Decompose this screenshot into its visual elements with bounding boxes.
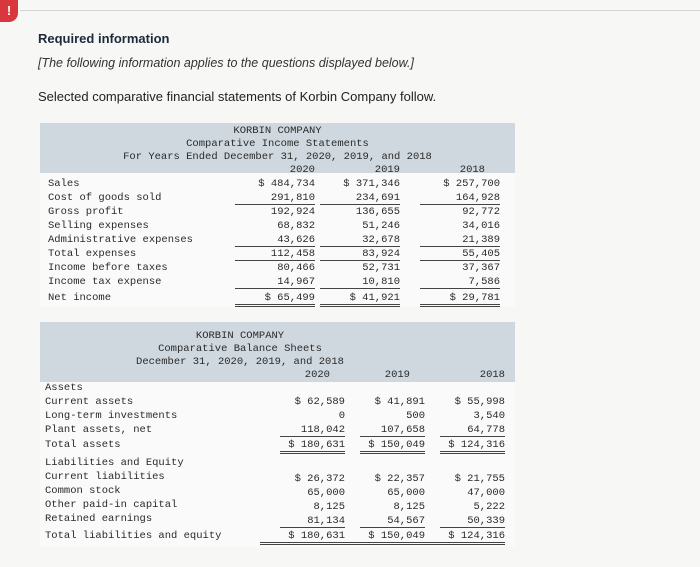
balance-sheet [40, 322, 515, 547]
income-value: 32,678 [320, 234, 400, 247]
balance-value: $ 22,357 [374, 473, 425, 485]
balance-value: 54,567 [360, 515, 425, 528]
intro-text: Selected comparative financial statements of Korbin Company follow. [38, 89, 437, 104]
balance-row-label: Other paid-in capital [45, 499, 178, 511]
income-row-label: Total expenses [48, 248, 137, 260]
balance-value: $ 26,372 [294, 473, 345, 485]
income-row-label: Income before taxes [48, 262, 168, 274]
income-value: $ 257,700 [443, 178, 500, 190]
income-value: 112,458 [235, 248, 315, 261]
income-value: 7,586 [420, 276, 500, 289]
balance-value: $ 55,998 [454, 396, 505, 408]
liabilities-heading: Liabilities and Equity [45, 457, 184, 469]
income-value: 68,832 [277, 220, 315, 232]
divider [20, 10, 700, 11]
balance-row-label: Common stock [45, 485, 121, 497]
income-value: 51,246 [362, 220, 400, 232]
income-value: $ 41,921 [320, 292, 400, 307]
income-value: 164,928 [420, 192, 500, 205]
income-statement [40, 123, 515, 307]
balance-row-label: Long-term investments [45, 410, 178, 422]
balance-value: $ 180,631 [280, 439, 345, 454]
income-value: 192,924 [270, 206, 315, 218]
income-row-label: Selling expenses [48, 220, 149, 232]
balance-value: $ 124,316 [440, 439, 505, 454]
income-year-header: 2019 [374, 164, 400, 176]
balance-row-label: Retained earnings [45, 513, 153, 525]
income-value: $ 29,781 [420, 292, 500, 307]
information-note: [The following information applies to the questions displayed below.] [38, 56, 414, 70]
income-row-label: Income tax expense [48, 276, 162, 288]
balance-value: 50,339 [440, 515, 505, 528]
balance-value: $ 21,755 [454, 473, 505, 485]
balance-sheet-period: December 31, 2020, 2019, and 2018 [136, 356, 344, 368]
balance-row-label: Current assets [45, 396, 134, 408]
income-company-name: KORBIN COMPANY [233, 125, 322, 137]
income-value: 83,924 [320, 248, 400, 261]
income-year-header: 2020 [289, 164, 315, 176]
balance-value: $ 124,316 [420, 530, 505, 545]
balance-value: $ 62,589 [294, 396, 345, 408]
income-value: 43,626 [235, 234, 315, 247]
balance-value: $ 150,049 [340, 530, 425, 545]
income-value: 37,367 [462, 262, 500, 274]
income-value: 92,772 [462, 206, 500, 218]
balance-row-label: Current liabilities [45, 471, 165, 483]
income-value: 80,466 [277, 262, 315, 274]
balance-value: 8,125 [393, 501, 425, 513]
income-statement-title: Comparative Income Statements [186, 138, 369, 150]
income-row-label: Gross profit [48, 206, 124, 218]
balance-value: $ 150,049 [360, 439, 425, 454]
income-value: 136,655 [355, 206, 400, 218]
income-value: 234,691 [320, 192, 400, 205]
income-statement-period: For Years Ended December 31, 2020, 2019, and 2018 [123, 151, 432, 163]
balance-value: 47,000 [467, 487, 505, 499]
income-year-header: 2018 [459, 164, 485, 176]
income-value: 21,389 [420, 234, 500, 247]
income-value: $ 371,346 [343, 178, 400, 190]
balance-value: 64,778 [440, 424, 505, 437]
balance-value: 500 [406, 410, 425, 422]
balance-value: 65,000 [307, 487, 345, 499]
balance-sheet-title: Comparative Balance Sheets [158, 343, 322, 355]
income-row-label: Sales [48, 178, 80, 190]
income-value: 55,405 [420, 248, 500, 261]
balance-value: $ 180,631 [260, 530, 345, 545]
income-value: 52,731 [362, 262, 400, 274]
alert-icon: ! [0, 0, 18, 22]
income-row-label: Administrative expenses [48, 234, 193, 246]
balance-company-name: KORBIN COMPANY [195, 330, 285, 342]
balance-value: $ 41,891 [374, 396, 425, 408]
balance-row-label: Total assets [45, 439, 121, 451]
income-value: 34,016 [462, 220, 500, 232]
balance-year-header: 2020 [304, 369, 330, 381]
balance-value: 65,000 [387, 487, 425, 499]
balance-value: 107,658 [360, 424, 425, 437]
balance-year-header: 2019 [384, 369, 410, 381]
income-value: $ 65,499 [235, 292, 315, 307]
income-row-label: Net income [48, 292, 112, 304]
balance-year-header: 2018 [479, 369, 505, 381]
balance-value: 3,540 [473, 410, 505, 422]
income-value: $ 484,734 [258, 178, 315, 190]
income-row-label: Cost of goods sold [48, 192, 162, 204]
balance-value: 5,222 [473, 501, 505, 513]
income-value: 10,810 [320, 276, 400, 289]
income-value: 291,810 [235, 192, 315, 205]
required-information-title: Required information [38, 31, 170, 46]
income-value: 14,967 [235, 276, 315, 289]
balance-value: 81,134 [280, 515, 345, 528]
balance-row-label: Plant assets, net [45, 424, 153, 436]
balance-value: 8,125 [313, 501, 345, 513]
assets-heading: Assets [45, 382, 83, 394]
balance-row-label: Total liabilities and equity [45, 530, 222, 542]
top-bar [0, 0, 700, 24]
balance-value: 0 [338, 410, 345, 422]
balance-value: 118,042 [280, 424, 345, 437]
